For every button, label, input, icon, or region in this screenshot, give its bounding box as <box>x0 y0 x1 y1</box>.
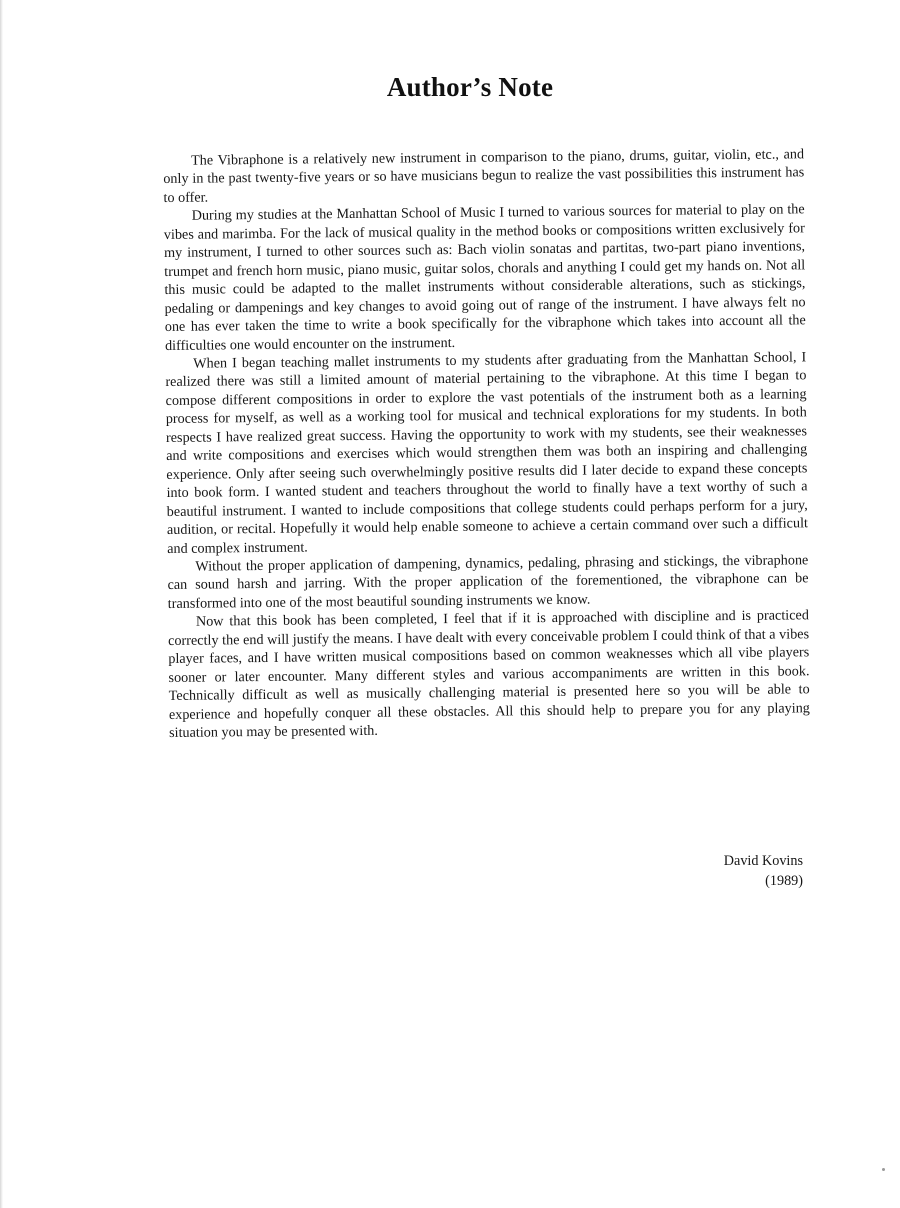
scan-speck <box>882 1168 885 1171</box>
paragraph-teaching: When I began teaching mallet instruments to my students after graduating from the Manhattan School, I realized there was still a limited amount of material pertaining to the vibraphone. At this time I began to compose different compositions in order to explore the vast potentials of the instrument both as a learning process for myself, as well as a working tool for musical and technical explorations for my students. In both respects I have realized great success. Having the opportunity to work with my students, see their weaknesses and write compositions and exercises which would strengthen them was both an inspiring and challenging experience. Only after seeing such overwhelmingly positive results did I later decide to expand these concepts into book form. I wanted student and teachers throughout the world to finally have a text worthy of such a beautiful instrument. I wanted to include compositions that college students could perhaps perform for a jury, audition, or recital. Hopefully it would help enable someone to achieve a certain command over such a difficult and complex instrument. <box>165 349 809 557</box>
paragraph-intro: The Vibraphone is a relatively new instrument in comparison to the piano, drums, guitar, violin, etc., and only in the past twenty-five years or so have musicians begun to realize the vast possibilities this instrument has to offer. <box>163 146 805 206</box>
paragraph-studies: During my studies at the Manhattan School of Music I turned to various sources for material to play on the vibes and marimba. For the lack of musical quality in the method books or compositions written exclusively for my instrument, I turned to other sources such as: Bach violin sonatas and partitas, two-part piano inventions, trumpet and french horn music, piano music, guitar solos, chorals and anything I could get my hands on. Not all this music could be adapted to the mallet instruments without considerable alterations, such as stickings, pedaling or dampenings and key changes to avoid going out of range of the instrument. I have always felt no one has ever taken the time to write a book specifically for the vibraphone which takes into account all the difficulties one would encounter on the instrument. <box>163 201 806 354</box>
note-body <box>163 145 810 742</box>
scan-edge-shadow <box>0 0 3 1208</box>
signature-year: (1989) <box>765 873 803 889</box>
paragraph-technique: Without the proper application of dampening, dynamics, pedaling, phrasing and stickings, the vibraphone can sound harsh and jarring. With the proper application of the forementioned, the vibraphone can be transformed into one of the most beautiful sounding instruments we know. <box>167 552 809 612</box>
page-title: Author’s Note <box>386 72 554 102</box>
signature-block <box>600 851 803 891</box>
paragraph-conclusion: Now that this book has been completed, I feel that if it is approached with discipline and is practiced correctly the end will justify the means. I have dealt with every conceivable problem I could think of that a vibes player faces, and I have written musical compositions based on common weaknesses which all vibe players sooner or later encounter. Many different styles and various accompaniments are written in this book. Technically difficult as well as musically challenging material is presented here so you will be able to experience and hopefully conquer all these obstacles. All this should help to prepare you for any playing situation you may be presented with. <box>168 607 810 742</box>
author-name: David Kovins <box>723 853 803 869</box>
